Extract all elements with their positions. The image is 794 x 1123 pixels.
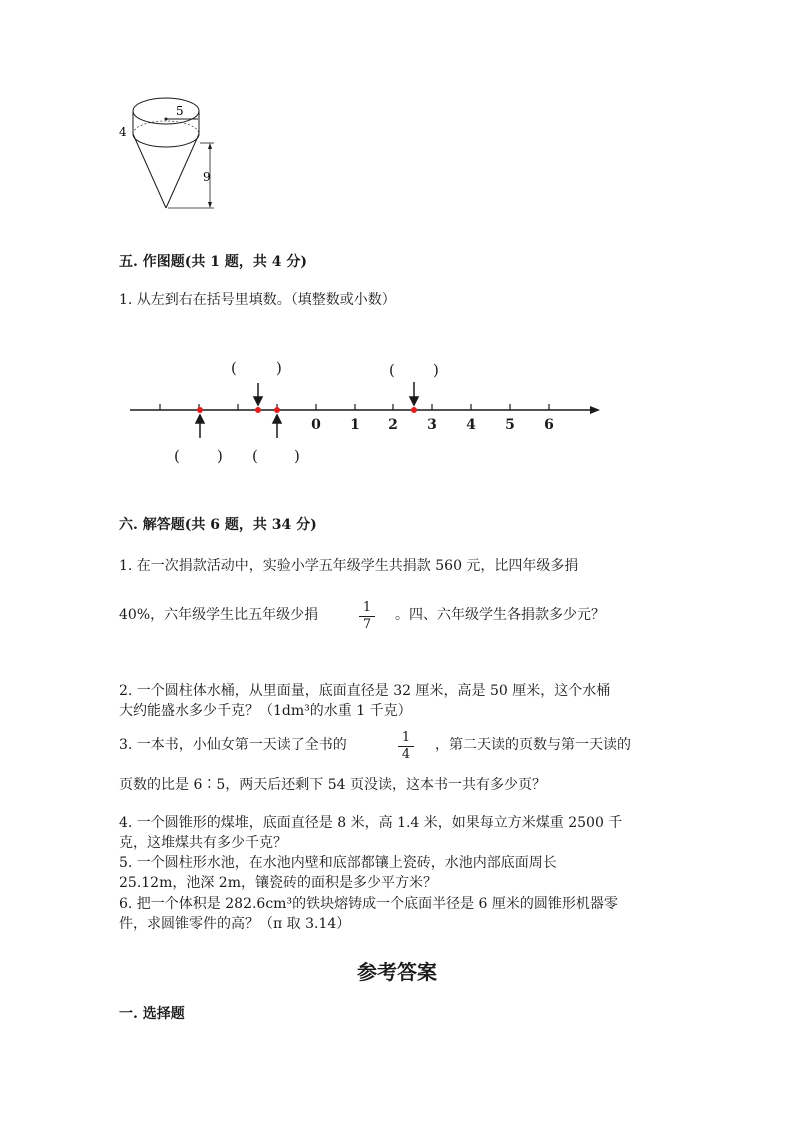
cone-height-label: 9 — [203, 170, 211, 184]
question-5-line-2: 25.12m，池深 2m，镶瓷砖的面积是多少平方米？ — [119, 875, 437, 891]
fraction-one-seventh — [359, 601, 375, 632]
point-c — [274, 407, 280, 413]
tick-label-5: 5 — [505, 417, 515, 433]
cylinder-height-label: 4 — [119, 125, 127, 139]
arrowhead-icon — [590, 406, 600, 414]
question-2-line-2: 大约能盛水多少千克？（1dm³的水重 1 千克） — [119, 703, 412, 719]
answers-section1-heading: 一. 选择题 — [119, 1006, 185, 1022]
down-arrow-head-icon — [410, 397, 418, 405]
blank-open-paren: ( — [389, 361, 395, 379]
fraction-denominator: 7 — [362, 617, 372, 632]
tick-label-1: 1 — [350, 417, 360, 433]
blank-close-paren: ) — [294, 447, 300, 465]
question-3-line-1b: ，第二天读的页数与第一天读的 — [435, 737, 631, 753]
cylinder-cone-figure — [110, 90, 230, 215]
blank-open-paren: ( — [252, 447, 258, 465]
tick-label-2: 2 — [388, 417, 398, 433]
question-3-line-1a: 3. 一本书，小仙女第一天读了全书的 — [119, 737, 347, 753]
tick-marks — [160, 404, 549, 410]
tick-label-4: 4 — [466, 417, 476, 433]
number-line — [120, 350, 610, 475]
tick-label-6: 6 — [544, 417, 554, 433]
fraction-numerator: 1 — [401, 730, 411, 745]
question-1-line-1: 1. 在一次捐款活动中，实验小学五年级学生共捐款 560 元，比四年级多捐 — [119, 558, 579, 574]
point-a — [197, 407, 203, 413]
fraction-numerator: 1 — [362, 600, 372, 615]
question-2-line-1: 2. 一个圆柱体水桶，从里面量，底面直径是 32 厘米，高是 50 厘米，这个水桶 — [119, 683, 611, 699]
blank-close-paren: ) — [276, 359, 282, 377]
down-arrow-head-icon — [254, 397, 262, 405]
question-4-line-1: 4. 一个圆锥形的煤堆，底面直径是 8 米，高 1.4 米，如果每立方米煤重 2500 千 — [119, 815, 623, 831]
blank-open-paren: ( — [174, 447, 180, 465]
fraction-one-quarter — [398, 731, 414, 762]
question-6-line-2: 件，求圆锥零件的高？（π 取 3.14） — [119, 916, 351, 932]
section5-question-1: 1. 从左到右在括号里填数。（填整数或小数） — [119, 292, 396, 308]
question-1-line-2b: 。四、六年级学生各捐款多少元？ — [395, 607, 605, 623]
question-5-line-1: 5. 一个圆柱形水池，在水池内壁和底部都镶上瓷砖，水池内部底面周长 — [119, 855, 557, 871]
question-6-line-1: 6. 把一个体积是 282.6cm³的铁块熔铸成一个底面半径是 6 厘米的圆锥形机器零 — [119, 896, 618, 912]
section5-heading: 五. 作图题(共 1 题，共 4 分) — [119, 254, 307, 270]
question-1-line-2a: 40%，六年级学生比五年级少捐 — [119, 607, 319, 623]
tick-label-3: 3 — [427, 417, 437, 433]
section6-heading: 六. 解答题(共 6 题，共 34 分) — [119, 517, 317, 533]
point-b — [255, 407, 261, 413]
blank-close-paren: ) — [433, 361, 439, 379]
blank-open-paren: ( — [231, 359, 237, 377]
point-d — [411, 407, 417, 413]
blank-close-paren: ) — [217, 447, 223, 465]
up-arrow-head-icon — [273, 415, 281, 423]
answers-title: 参考答案 — [357, 960, 437, 984]
tick-label-0: 0 — [311, 417, 321, 433]
fraction-denominator: 4 — [401, 747, 411, 762]
question-4-line-2: 克，这堆煤共有多少千克？ — [119, 835, 287, 851]
question-3-line-2: 页数的比是 6∶5，两天后还剩下 54 页没读，这本书一共有多少页？ — [119, 777, 546, 793]
radius-label: 5 — [176, 104, 184, 118]
up-arrow-head-icon — [196, 415, 204, 423]
